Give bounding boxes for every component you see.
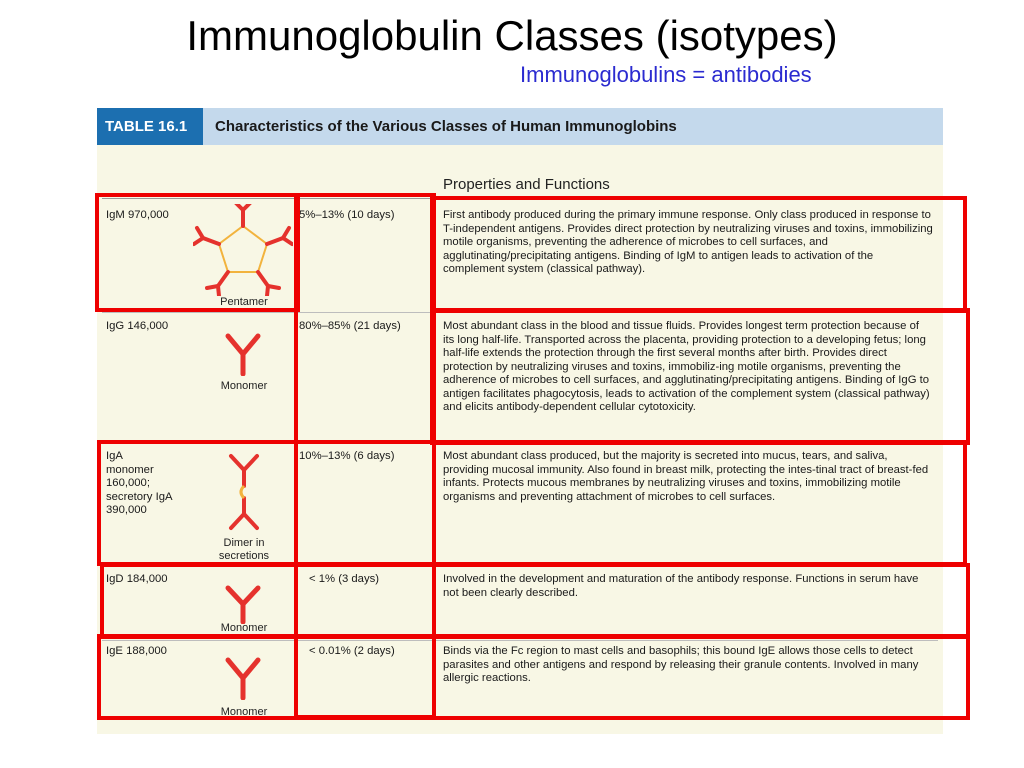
- slide-subtitle: Immunoglobulins = antibodies: [520, 62, 812, 87]
- row-igd-structure-label: Monomer: [220, 622, 268, 634]
- table-header-bar: [97, 108, 943, 145]
- row-igm-class: IgM 970,000: [106, 209, 169, 221]
- row-ige-class: IgE 188,000: [106, 645, 167, 657]
- row-igd-properties: Involved in the development and maturation of the antibody response. Functions in serum have not been clearly described.: [443, 573, 919, 599]
- slide-title: Immunoglobulin Classes (isotypes): [186, 12, 838, 59]
- monomer-antibody-icon: [223, 332, 263, 376]
- row-igd-percent: < 1% (3 days): [309, 573, 380, 585]
- row-ige-structure-label: Monomer: [220, 706, 268, 718]
- row-igm-structure-label: Pentamer: [220, 296, 268, 308]
- highlight-igd-row-box: [100, 563, 970, 639]
- row-igm-percent: 5%–13% (10 days): [299, 209, 395, 221]
- row-iga-properties: Most abundant class produced, but the majority is secreted into mucus, tears, and saliva, providing mucosal immunity. Also found in breast milk, protecting the intes-tinal tract of breast-fed infants. Protects mucous membranes by neutralizing viruses and toxins, immobilizing motile organisms and preventing attachment of microbes to cell surfaces.: [443, 450, 929, 503]
- row-iga-percent: 10%–13% (6 days): [299, 450, 395, 462]
- row-igd-class: IgD 184,000: [106, 573, 168, 585]
- row-ige-properties: Binds via the Fc region to mast cells and basophils; this bound IgE allows those cells to detect parasites and other antigens and respond by releasing their granule contents. Involved in many allergic reactions.: [443, 645, 919, 684]
- table-number: TABLE 16.1: [97, 108, 203, 145]
- highlight-igg-properties-box: [430, 308, 970, 445]
- column-header-properties: Properties and Functions: [443, 176, 610, 193]
- row-igg-percent: 80%–85% (21 days): [299, 320, 401, 332]
- highlight-igm-class-box: [95, 193, 300, 312]
- row-igg-structure-label: Monomer: [220, 380, 268, 392]
- table-caption: Characteristics of the Various Classes of Human Immunoglobins: [215, 118, 677, 135]
- highlight-iga-row-box: [97, 440, 967, 566]
- highlight-igm-properties-box: [430, 196, 967, 313]
- row-igg-class: IgG 146,000: [106, 320, 169, 332]
- row-iga-structure-label: Dimer in secretions: [218, 537, 270, 562]
- highlight-ige-row-box: [97, 634, 970, 720]
- row-igm-properties: First antibody produced during the primary immune response. Only class produced in response to T-independent antigens. Provides direct protection by neutralizing viruses and toxins, immobilizing motile organisms, preventing the adherence of microbes to cell surfaces, and agglutinating/precipitating antigens. Binding of IgM to antigen leads to activation of the complement system (classical pathway).: [443, 209, 933, 275]
- row-ige-percent: < 0.01% (2 days): [309, 645, 395, 657]
- row-igg-properties: Most abundant class in the blood and tissue fluids. Provides longest term protection because of its long half-life. Transported across the placenta, providing protection to a developing fetus; long half-life extends the protection through the first several months after birth. Provides direct protection by neutralizing viruses and toxins, immobiliz-ing motile organisms, preventing the adherence of microbes to cell surfaces, and agglutinating/precipitating antigens. Binding of IgG to antigen facilitates phagocytosis, leads to activation of the complement system (classical pathway) and elicits antibody-dependent cellular cytotoxicity.: [443, 320, 930, 413]
- row-iga-class: IgA monomer 160,000; secretory IgA 390,000: [106, 450, 173, 516]
